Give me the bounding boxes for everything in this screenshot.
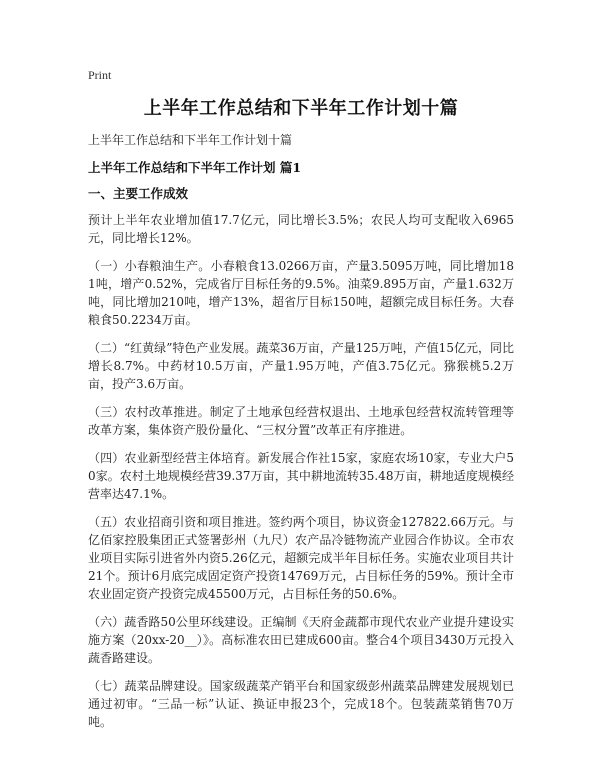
paragraph-summary: 预计上半年农业增加值17.7亿元，同比增长3.5%；农民人均可支配收入6965元，同比增长12%。 (88, 213, 514, 245)
paragraph-ring-road: （六）蔬香路50公里环线建设。正编制《天府金蔬都市现代农业产业提升建设实施方案（20xx-20__）》。高标准农田已建成600亩。整合4个项目3430万元投入蔬香路建设。 (88, 615, 514, 665)
print-label[interactable]: Print (88, 68, 112, 82)
paragraph-rural-reform: （三）农村改革推进。制定了土地承包经营权退出、土地承包经营权流转管理等改革方案，集体资产股份量化、“三权分置”改革正有序推进。 (88, 405, 514, 437)
paragraph-investment-projects: （五）农业招商引资和项目推进。签约两个项目，协议资金127822.66万元。与亿佰家控股集团正式签署彭州（九尺）农产品冷链物流产业园合作协议。全市农业项目实际引进省外内资5.26亿元，超额完成半年目标任务。实施农业项目共计21个。预计6月底完成固定资产投资14769万元，占目标任务的59%。预计全市农业固定资产投资完成45500万元，占目标任务的50.6%。 (88, 515, 514, 601)
paragraph-new-operators: （四）农业新型经营主体培育。新发展合作社15家，家庭农场10家，专业大户50家。农村土地规模经营39.37万亩，其中耕地流转35.48万亩，耕地适度规模经营率达47.1%。 (88, 451, 514, 501)
paragraph-grain-oil: （一）小春粮油生产。小春粮食13.0266万亩，产量3.5095万吨，同比增加181吨，增产0.52%，完成省厅目标任务的9.5%。油菜9.895万亩，产量1.632万吨，同比增加210吨，增产13%，超省厅目标150吨，超额完成目标任务。大春粮食50.2234万亩。 (88, 259, 514, 327)
document-subtitle: 上半年工作总结和下半年工作计划十篇 (88, 133, 293, 147)
document-body (88, 131, 514, 741)
document-title: 上半年工作总结和下半年工作计划十篇 (143, 98, 459, 119)
section-title: 一、主要工作成效 (88, 186, 189, 201)
chapter-title: 上半年工作总结和下半年工作计划 篇1 (88, 160, 302, 175)
paragraph-specialty-industry: （二）“红黄绿”特色产业发展。蔬菜36万亩，产量125万吨，产值15亿元，同比增长8.7%。中药材10.5万亩，产量1.95万吨，产值3.75亿元。猕猴桃5.2万亩，投产3.6万亩。 (88, 341, 514, 391)
paragraph-brand-building: （七）蔬菜品牌建设。国家级蔬菜产销平台和国家级彭州蔬菜品牌建发展规划已通过初审。“三品一标”认证、换证申报23个，完成18个。包装蔬菜销售70万吨。 (88, 679, 514, 729)
